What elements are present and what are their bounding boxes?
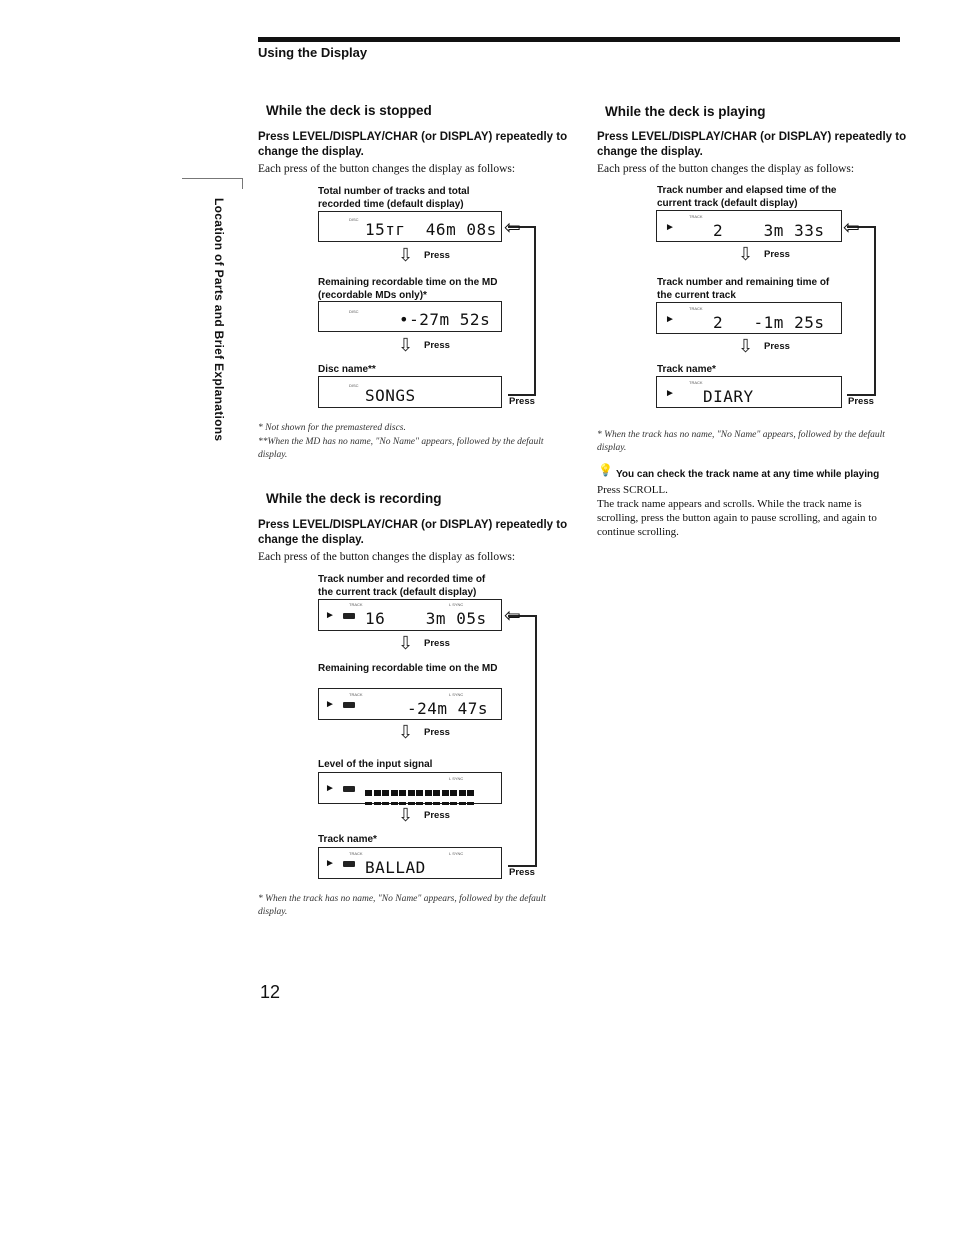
press-label: Press <box>764 341 790 352</box>
cycle-loop-line <box>508 615 537 867</box>
recording-label-3: Level of the input signal <box>318 759 433 770</box>
playing-display-3 <box>656 376 842 408</box>
left-arrow-icon: ⇦ <box>843 217 860 239</box>
press-label: Press <box>424 727 450 738</box>
playing-heading: While the deck is playing <box>605 104 766 119</box>
press-label: Press <box>424 638 450 649</box>
play-icon: ► <box>325 610 335 621</box>
track-indicator: TRACK <box>349 602 363 607</box>
press-label: Press <box>764 249 790 260</box>
tip-bulb-icon: 💡 <box>598 463 613 477</box>
recording-display-4-text: BALLAD <box>365 858 426 877</box>
press-label: Press <box>424 250 450 261</box>
stopped-display-3-text: SONGS <box>365 386 416 405</box>
cycle-loop-line <box>508 226 536 396</box>
rec-icon <box>343 861 355 867</box>
play-icon: ► <box>325 783 335 794</box>
press-label: Press <box>848 396 874 407</box>
stopped-instruction: Press LEVEL/DISPLAY/CHAR (or DISPLAY) repeatedly to change the display. <box>258 131 568 158</box>
recording-label-1: Track number and recorded time of the current track (default display) <box>318 574 486 598</box>
rec-icon <box>343 786 355 792</box>
down-arrow-icon: ⇩ <box>398 722 414 742</box>
recording-display-1 <box>318 599 502 631</box>
press-label: Press <box>509 396 535 407</box>
press-label: Press <box>424 340 450 351</box>
recording-display-2-text: -24m 47s <box>407 699 489 718</box>
section-title: Using the Display <box>258 45 368 60</box>
down-arrow-icon: ⇩ <box>398 805 414 825</box>
tip-body: The track name appears and scrolls. While the track name is scrolling, press the button again to pause scrolling, and again to continue scrolling. <box>597 498 877 538</box>
track-indicator: TRACK <box>689 214 703 219</box>
down-arrow-icon: ⇩ <box>398 633 414 653</box>
recording-display-4 <box>318 847 502 879</box>
stopped-label-2: Remaining recordable time on the MD (recordable MDs only)* <box>318 277 498 301</box>
recording-display-2 <box>318 688 502 720</box>
stopped-body: Each press of the button changes the display as follows: <box>258 163 516 175</box>
recording-body: Each press of the button changes the display as follows: <box>258 551 516 563</box>
recording-heading: While the deck is recording <box>266 491 442 506</box>
sync-indicator: L SYNC <box>449 851 464 856</box>
disc-indicator: DISC <box>349 383 359 388</box>
stopped-label-3: Disc name** <box>318 364 376 375</box>
playing-label-3: Track name* <box>657 364 716 375</box>
recording-display-1-text: 16 3m 05s <box>365 609 487 628</box>
playing-display-2-text: 2 -1m 25s <box>713 313 825 332</box>
playing-body: Each press of the button changes the display as follows: <box>597 163 855 175</box>
header-rule <box>258 37 900 42</box>
play-icon: ► <box>665 222 675 233</box>
sync-indicator: L SYNC <box>449 692 464 697</box>
recording-label-2: Remaining recordable time on the MD <box>318 663 498 674</box>
stopped-note-1: * Not shown for the premastered discs. <box>258 423 406 433</box>
cycle-loop-line <box>847 226 876 396</box>
playing-label-1: Track number and elapsed time of the current track (default display) <box>657 185 837 209</box>
recording-label-4: Track name* <box>318 834 377 845</box>
press-label: Press <box>424 810 450 821</box>
play-icon: ► <box>665 314 675 325</box>
stopped-heading: While the deck is stopped <box>266 103 432 118</box>
track-indicator: TRACK <box>349 851 363 856</box>
playing-display-3-text: DIARY <box>703 387 754 406</box>
side-tab-label: Location of Parts and Brief Explanations <box>212 198 226 442</box>
track-indicator: TRACK <box>349 692 363 697</box>
tip-title: You can check the track name at any time while playing <box>616 469 880 480</box>
disc-indicator: DISC <box>349 309 359 314</box>
tip-line-1: Press SCROLL. <box>597 484 668 496</box>
track-indicator: TRACK <box>689 306 703 311</box>
page-number: 12 <box>260 982 281 1002</box>
track-indicator: TRACK <box>689 380 703 385</box>
level-meter-bars <box>365 792 495 810</box>
stopped-label-1: Total number of tracks and total recorded time (default display) <box>318 186 470 210</box>
stopped-display-2 <box>318 301 502 332</box>
left-arrow-icon: ⇦ <box>504 217 521 239</box>
playing-instruction: Press LEVEL/DISPLAY/CHAR (or DISPLAY) repeatedly to change the display. <box>597 131 907 158</box>
stopped-display-2-text: •-27m 52s <box>399 310 491 329</box>
playing-label-2: Track number and remaining time of the current track <box>657 277 830 301</box>
recording-note: * When the track has no name, "No Name" appears, followed by the default display. <box>258 894 546 917</box>
play-icon: ► <box>325 699 335 710</box>
stopped-display-1-text: 15тг 46m 08s <box>365 220 497 239</box>
playing-display-2 <box>656 302 842 334</box>
down-arrow-icon: ⇩ <box>398 335 414 355</box>
side-tab-marker <box>182 178 243 189</box>
sync-indicator: L SYNC <box>449 602 464 607</box>
recording-display-3 <box>318 772 502 804</box>
down-arrow-icon: ⇩ <box>738 244 754 264</box>
down-arrow-icon: ⇩ <box>398 245 414 265</box>
stopped-note-2: **When the MD has no name, "No Name" appears, followed by the default display. <box>258 437 544 460</box>
stopped-display-3 <box>318 376 502 408</box>
disc-indicator: DISC <box>349 217 359 222</box>
press-label: Press <box>509 867 535 878</box>
sync-indicator: L SYNC <box>449 776 464 781</box>
rec-icon <box>343 702 355 708</box>
playing-display-1-text: 2 3m 33s <box>713 221 825 240</box>
left-arrow-icon: ⇦ <box>504 605 521 627</box>
stopped-display-1 <box>318 211 502 242</box>
playing-note: * When the track has no name, "No Name" appears, followed by the default display. <box>597 430 885 453</box>
rec-icon <box>343 613 355 619</box>
play-icon: ► <box>665 388 675 399</box>
playing-display-1 <box>656 210 842 242</box>
recording-instruction: Press LEVEL/DISPLAY/CHAR (or DISPLAY) repeatedly to change the display. <box>258 519 568 546</box>
play-icon: ► <box>325 858 335 869</box>
down-arrow-icon: ⇩ <box>738 336 754 356</box>
